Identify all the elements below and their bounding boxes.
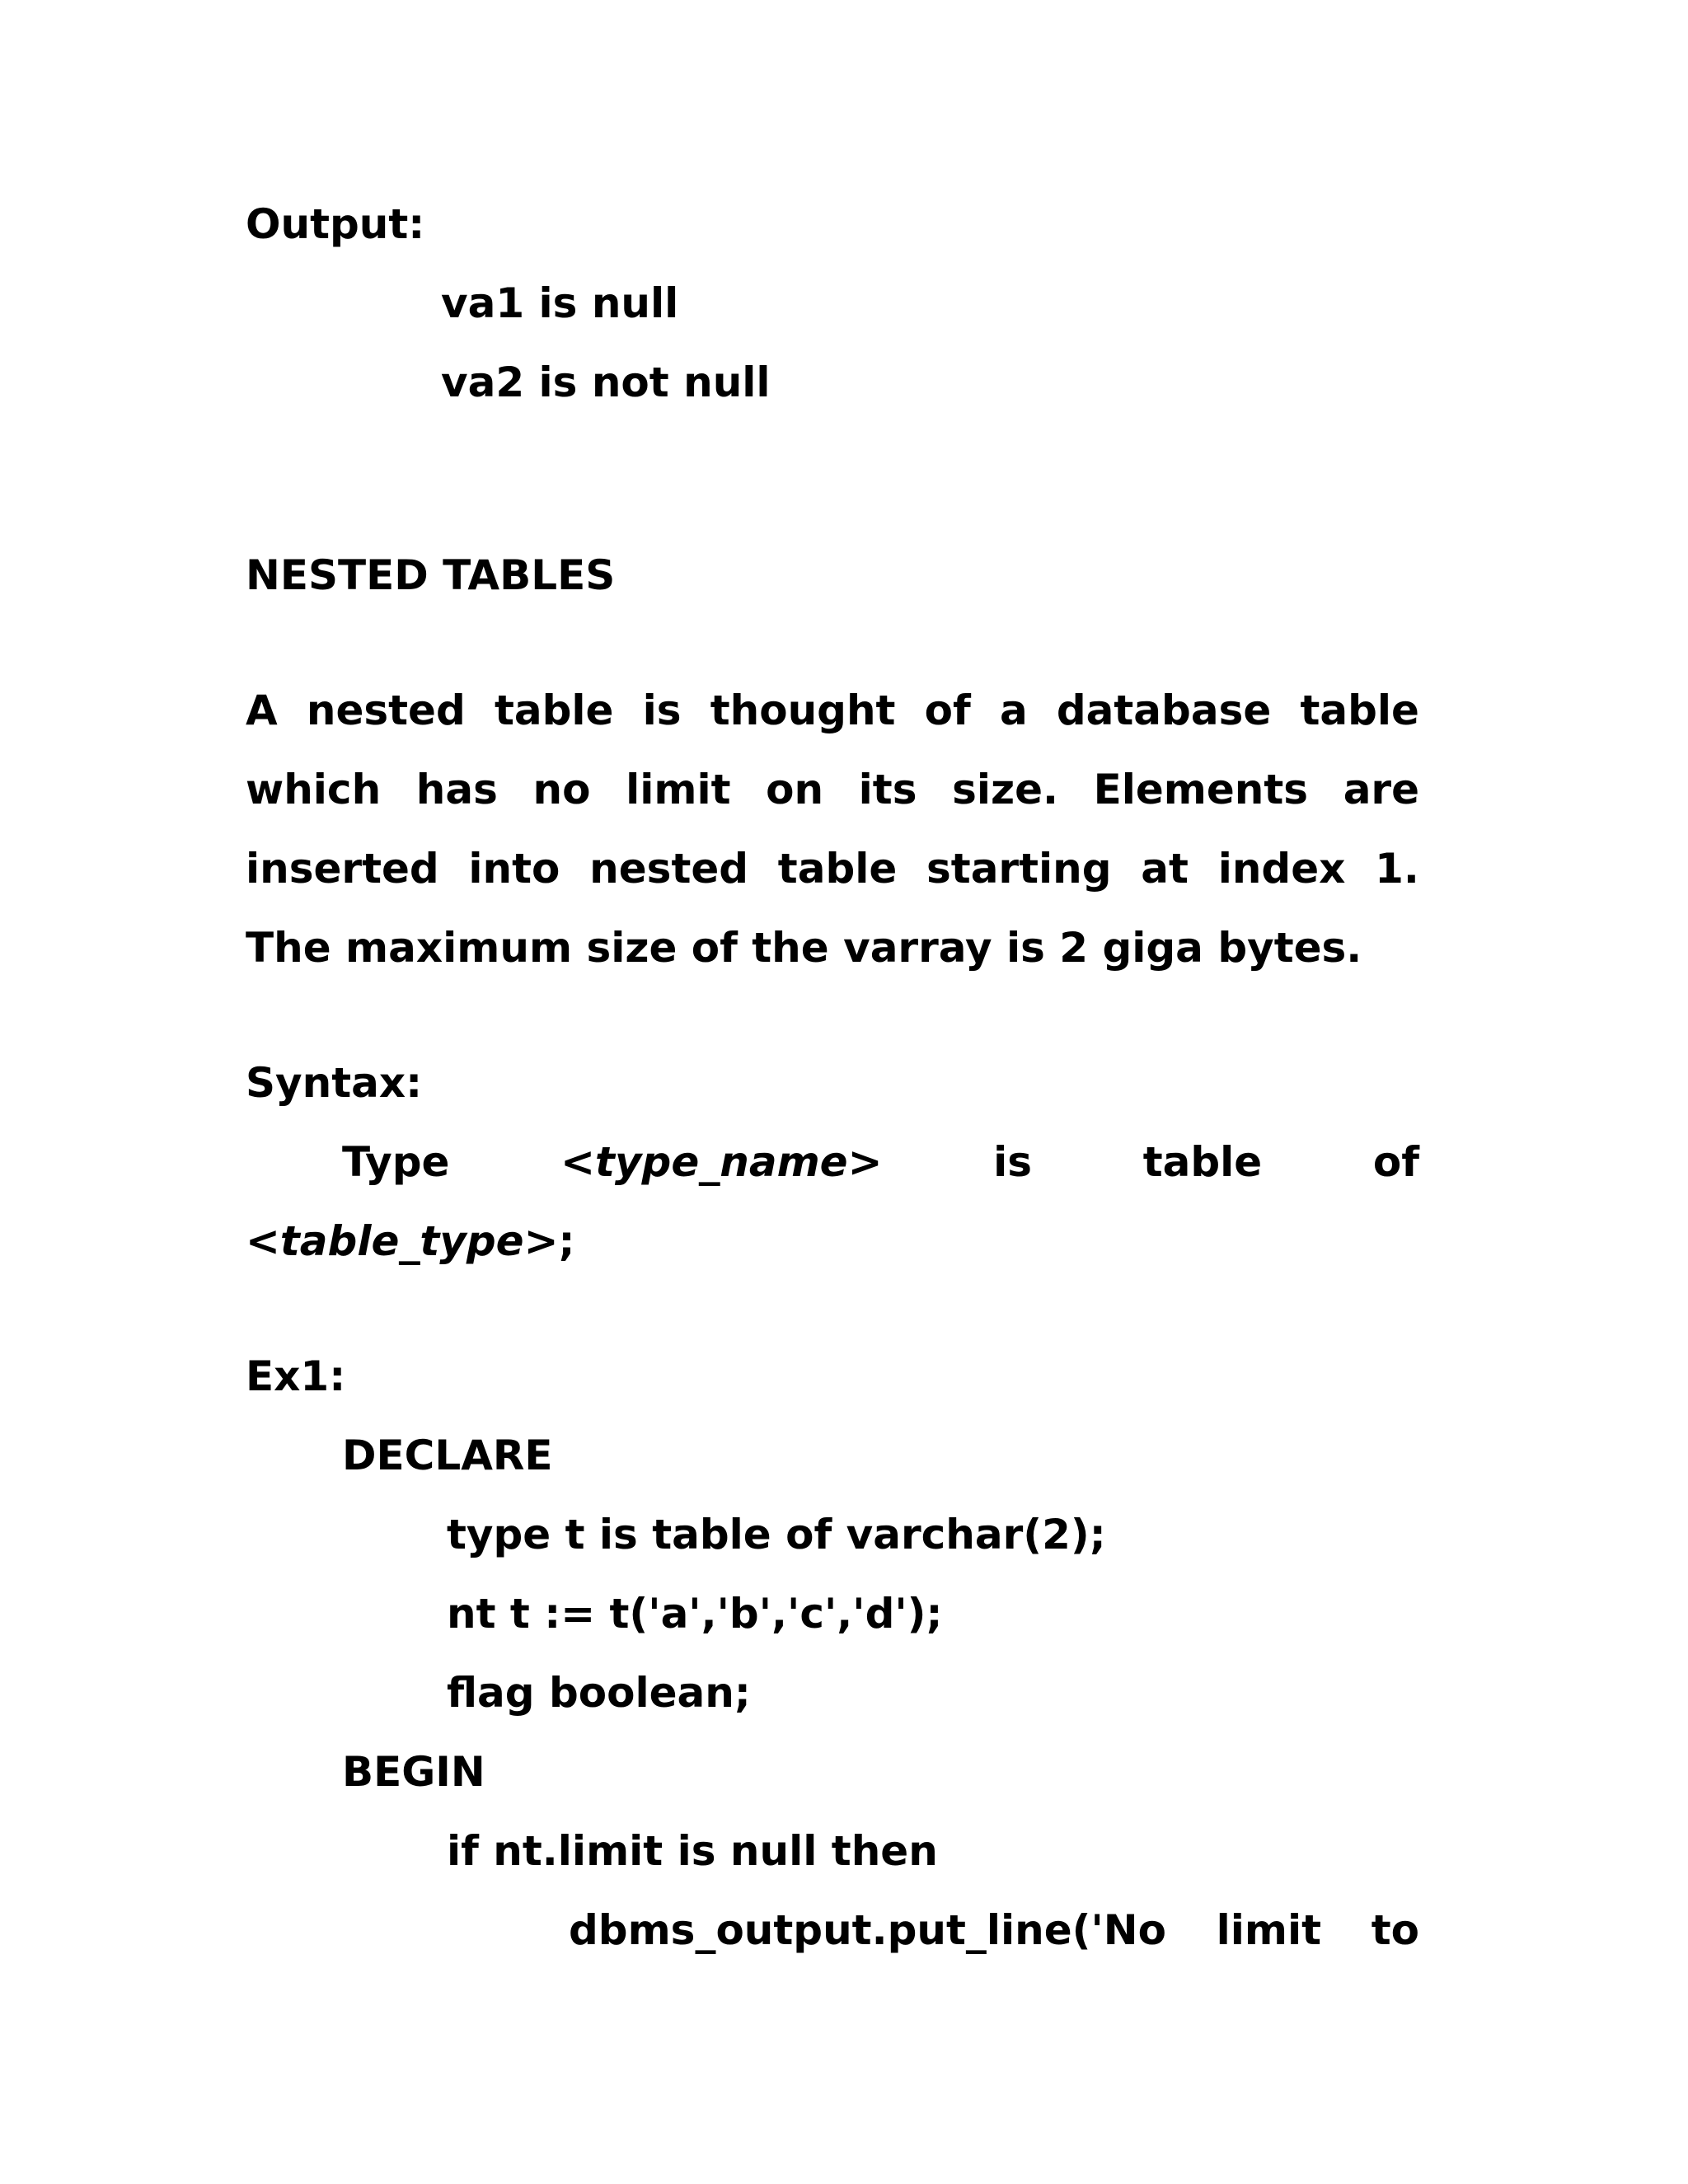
code-declare: DECLARE [342,1432,553,1479]
syntax-is-keyword: is [993,1138,1033,1186]
word: 1. [1375,845,1419,893]
word: into [468,845,560,893]
code-line-type: type t is table of varchar(2); [447,1511,1106,1558]
syntax-table-type: <table_type> [246,1217,559,1265]
paragraph-line-4: The maximum size of the varray is 2 giga bytes. [246,924,1362,972]
output-line-1: va1 is null [441,279,679,327]
word: is [642,687,682,734]
code-line-flag: flag boolean; [447,1669,751,1717]
code-call-line [569,1905,1419,1955]
example-label: Ex1: [246,1352,346,1400]
syntax-type-keyword: Type [342,1138,450,1186]
word: Elements [1093,766,1309,813]
word: has [415,766,498,813]
syntax-table-keyword: table [1142,1138,1263,1186]
word: nested [306,687,466,734]
word: starting [926,845,1112,893]
output-line-2: va2 is not null [441,359,771,406]
word: limit [626,766,731,813]
word: a [999,687,1028,734]
syntax-line-2 [246,1216,574,1266]
word: nested [589,845,749,893]
word: on [766,766,824,813]
paragraph-line-1 [246,686,1419,735]
word: database [1056,687,1272,734]
word: limit [1216,1906,1322,1954]
word: no [532,766,591,813]
code-if-line: if nt.limit is null then [447,1827,938,1875]
word: at [1141,845,1189,893]
word: which [246,766,382,813]
word: table [494,687,614,734]
paragraph-line-2 [246,765,1419,814]
word: of [924,687,971,734]
word: dbms_output.put_line('No [569,1906,1166,1954]
word: its [858,766,917,813]
syntax-of-keyword: of [1372,1138,1419,1186]
word: A [246,687,278,734]
word: table [777,845,898,893]
syntax-line-1 [342,1137,1419,1187]
word: are [1343,766,1419,813]
output-label: Output: [246,200,425,248]
code-line-nt: nt t := t('a','b','c','d'); [447,1590,943,1638]
word: to [1371,1906,1419,1954]
paragraph-line-3 [246,844,1419,893]
section-heading: NESTED TABLES [246,551,616,599]
syntax-semicolon: ; [558,1217,575,1265]
word: thought [710,687,896,734]
word: table [1300,687,1419,734]
syntax-type-name: <type_name> [560,1138,883,1186]
syntax-label: Syntax: [246,1059,423,1107]
code-begin: BEGIN [342,1748,485,1796]
word: index [1217,845,1346,893]
word: size. [952,766,1058,813]
word: inserted [246,845,439,893]
